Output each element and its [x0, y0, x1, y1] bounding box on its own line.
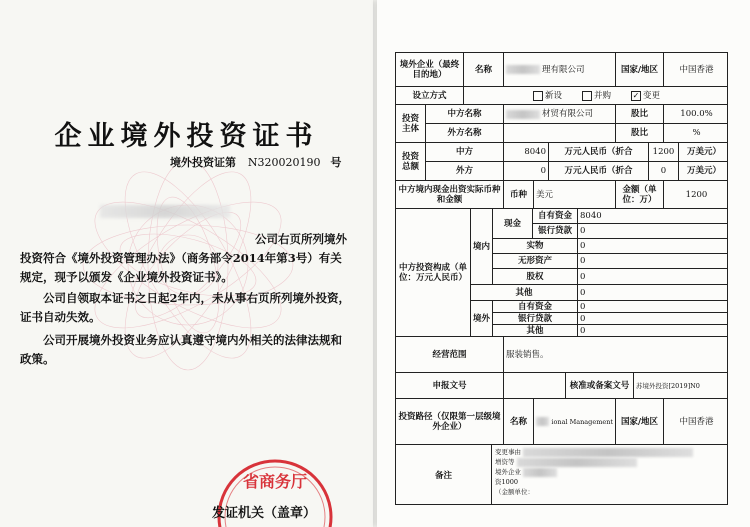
overseas-self-funds-value: 0: [578, 301, 728, 313]
path-name-label: 名称: [504, 399, 534, 445]
certificate-left-page: [0, 0, 373, 527]
business-scope-value: 服装销售。: [504, 337, 728, 373]
redacted-investor: [506, 110, 540, 119]
domestic-label: 境内: [471, 209, 493, 285]
chinese-party-name-value: [504, 105, 616, 124]
intangible-value: 0: [578, 254, 728, 269]
paragraph-compliance-start: 公司右页所列境外: [255, 232, 347, 246]
overseas-self-funds-label: 自有资金: [493, 301, 578, 313]
cash-contribution-label: 中方境内现金出资实际币种和金额: [396, 181, 504, 209]
overseas-other-value: 0: [578, 325, 728, 337]
remark-text-2: 增资等: [495, 458, 515, 466]
equity-value: 0: [578, 269, 728, 285]
option-new[interactable]: [533, 91, 562, 101]
redacted-name: [506, 65, 540, 74]
certificate-number-label: 境外投资证第: [170, 156, 236, 169]
paragraph-compliance: [20, 230, 350, 287]
certificate-number-line: [170, 154, 341, 170]
other-label: 其他: [471, 285, 578, 301]
certificate-title: 企业境外投资证书: [54, 121, 319, 152]
option-merger[interactable]: [582, 91, 611, 101]
chinese-investment-usd: 1200: [649, 143, 679, 162]
checkbox-merger[interactable]: [582, 91, 592, 101]
remark-text-1: 变更事由: [495, 448, 521, 456]
usd-label-2: 万美元）: [679, 162, 728, 181]
total-investment-label: 投资总额: [396, 143, 426, 181]
approval-number-label: 核准或备案文号: [566, 373, 634, 399]
chinese-investment-label: 中方: [426, 143, 504, 162]
country-label: 国家/地区: [616, 53, 664, 87]
overseas-other-label: 其他: [493, 325, 578, 337]
overseas-bank-loans-label: 银行贷款: [493, 313, 578, 325]
redacted-company-name: [100, 205, 230, 218]
chinese-party-name-text: 材贸有限公司: [542, 109, 594, 119]
cny-label-1: 万元人民币（折合: [549, 143, 649, 162]
foreign-investment-usd: 0: [649, 162, 679, 181]
redacted-remark-3: [523, 468, 557, 477]
remark-text-3: 境外企业: [495, 468, 521, 476]
remark-text-5: 资1000: [495, 478, 519, 486]
filing-number-value: [504, 373, 566, 399]
option-change[interactable]: [631, 91, 660, 101]
intangible-label: 无形资产: [493, 254, 578, 269]
enterprise-name-value: [504, 53, 616, 87]
share-ratio-label-1: 股比: [616, 105, 664, 124]
remark-line-3: [495, 467, 726, 477]
amount-label: 金额（单位：万）: [616, 181, 664, 209]
redacted-remark-2: [517, 458, 637, 467]
share-ratio-label-2: 股比: [616, 124, 664, 143]
usd-label-1: 万美元）: [679, 143, 728, 162]
cash-label: 现金: [493, 209, 533, 239]
foreign-investment-label: 外方: [426, 162, 504, 181]
investment-path-label: 投资路径（仅限第一层级境外企业）: [396, 399, 504, 445]
remark-line-2: [495, 457, 726, 467]
issuing-authority: 发证机关（盖章）: [212, 506, 317, 521]
bank-loans-value: 0: [578, 224, 728, 239]
approval-number-value: 苏境外投资[2019]N0: [634, 373, 728, 399]
business-scope-label: 经营范围: [396, 337, 504, 373]
path-country-label: 国家/地区: [616, 399, 664, 445]
foreign-investment-cny: 0: [504, 162, 549, 181]
chinese-investment-cny: 8040: [504, 143, 549, 162]
remark-line-5: [495, 487, 726, 497]
certificate-number-suffix: 号: [330, 156, 342, 169]
country-value: 中国香港: [664, 53, 728, 87]
checkbox-change-checked[interactable]: ✓: [632, 90, 640, 100]
equity-label: 股权: [493, 269, 578, 285]
path-name-value: [534, 399, 616, 445]
establishment-method-options: [464, 87, 728, 105]
other-value: 0: [578, 285, 728, 301]
share-ratio-value-1: 100.0%: [664, 105, 728, 124]
foreign-party-name-label: 外方名称: [426, 124, 504, 143]
paragraph-compliance-rest: 投资符合《境外投资管理办法》（商务部令2014年第3号）有关规定，现予以颁发《企业境外投资证书》。: [20, 251, 342, 284]
overseas-label: 境外: [471, 301, 493, 337]
seal-text: 省商务厅: [242, 472, 308, 491]
establishment-method-label: 设立方式: [396, 87, 464, 105]
self-funds-value: 8040: [578, 209, 728, 224]
certificate-number: N320020190: [247, 156, 321, 169]
redacted-path-name: [536, 417, 549, 426]
enterprise-name-label: 名称: [464, 53, 504, 87]
amount-value: 1200: [664, 181, 728, 209]
foreign-party-name-value: [504, 124, 616, 143]
remark-line-4: [495, 477, 726, 487]
remark-line-1: [495, 447, 726, 457]
investment-details-table: [395, 52, 728, 505]
physical-label: 实物: [493, 239, 578, 254]
cny-label-2: 万元人民币（折合: [549, 162, 649, 181]
bank-loans-label: 银行贷款: [533, 224, 578, 239]
paragraph-obligations: 公司开展境外投资业务应认真遵守境内外相关的法律法规和政策。: [20, 333, 342, 366]
overseas-enterprise-label: 境外企业（最终目的地）: [396, 53, 464, 87]
enterprise-name-text: 理有限公司: [542, 64, 585, 75]
investment-composition-label: 中方投资构成（单位：万元人民币）: [396, 209, 471, 337]
path-country-value: 中国香港: [664, 399, 728, 445]
filing-number-label: 申报文号: [396, 373, 504, 399]
chinese-party-name-label: 中方名称: [426, 105, 504, 124]
option-change-label: 变更: [643, 90, 661, 101]
paragraph-validity: 公司自领取本证书之日起2年内，未从事右页所列境外投资，证书自动失效。: [20, 291, 350, 324]
remarks-value: [492, 445, 728, 505]
remark-text-4: （金额单位：: [495, 488, 534, 496]
physical-value: 0: [578, 239, 728, 254]
option-merger-label: 并购: [593, 90, 611, 101]
option-new-label: 新设: [544, 90, 562, 101]
currency-label: 币种: [504, 181, 534, 209]
checkbox-new[interactable]: [533, 91, 543, 101]
remarks-label: 备注: [396, 445, 492, 505]
investor-label: 投资主体: [396, 105, 426, 143]
currency-value: 美元: [534, 181, 616, 209]
redacted-remark-1: [523, 448, 693, 457]
path-name-text: ional Management: [551, 417, 613, 426]
overseas-bank-loans-value: 0: [578, 313, 728, 325]
self-funds-label: 自有资金: [533, 209, 578, 224]
share-ratio-value-2: %: [664, 124, 728, 143]
